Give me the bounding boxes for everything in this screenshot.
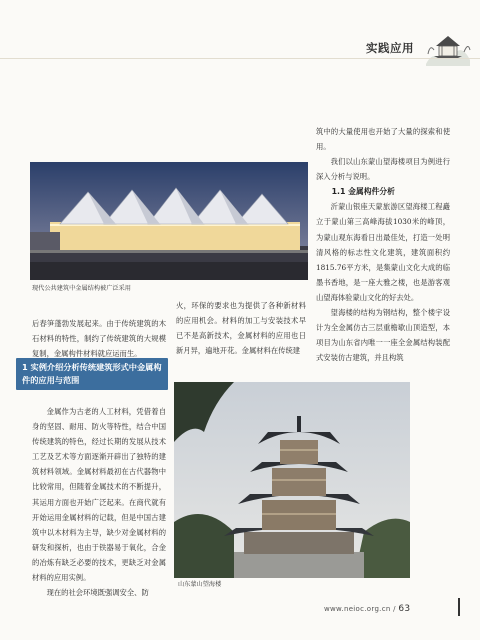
left-paragraph-2: 现在的社会环境既强调安全、防 xyxy=(46,588,149,598)
right-paragraph-4: 望海楼的结构为钢结构，整个楼宇设计为全金属仿古三层重檐歇山顶造型，本项目为山东省内唯一一座全金属结构装配式安装仿古建筑，并且构筑 xyxy=(316,308,450,363)
right-column xyxy=(316,124,450,365)
pavilion-ink-illustration-icon xyxy=(422,24,474,68)
photo1-caption: 现代公共建筑中金属结构被广泛采用 xyxy=(32,285,131,292)
section-heading-text: 1 实例介绍分析传统建筑形式中金属构件的应用与范围 xyxy=(22,362,162,385)
footer-separator: / xyxy=(393,605,399,613)
modern-building-photo xyxy=(30,162,308,280)
footer-url[interactable]: www.neioc.org.cn xyxy=(324,605,391,613)
right-paragraph-2: 我们以山东蒙山望海楼项目为例进行深入分析与说明。 xyxy=(316,157,450,182)
section-heading-box xyxy=(16,358,168,390)
left-paragraph-1: 金属作为古老的人工材料，凭借着自身的坚固、耐用、防火等特性，结合中国传统建筑的特色，经过长期的发展从技术工艺及艺术等方面逐渐开辟出了独特的建筑材料领域。金属材料最初在古代器物中比较常用，但随着金属技术的不断提升，其运用方面也开始广泛起来。在商代就有开始运用金属材料的记载，但是中国古建筑中以木材料为主导，缺少对金属材料的研发和探析，也由于铁器易于氧化，合金的冶炼有缺乏必要的技术，更缺乏对金属材料的应用实例。 xyxy=(32,407,166,583)
header-rule xyxy=(0,58,480,59)
page-footer xyxy=(324,604,410,614)
wanghai-tower-photo xyxy=(174,382,410,578)
photo2-caption: 山东蒙山望海楼 xyxy=(178,581,222,588)
subheading-1-1: 1.1 金属构件分析 xyxy=(331,187,395,197)
middle-column-top-text: 火，环保的要求也为提供了各种新材料的应用机会。材料的加工与安装技术早已不是高新技术，金属材料的应用也日新月异，遍地开花。金属材料在传统建 xyxy=(176,301,306,356)
left-column-body xyxy=(32,404,166,600)
right-paragraph-3: 沂蒙山银座天蒙旅游区望海楼工程矗立于蒙山第三高峰海拔1030米的峰顶，为蒙山观东海看日出最佳处，打造一处明清风格的标志性文化建筑，建筑面积约1815.76平方米，是集蒙山文化大成的临墨书香地，是一座大雅之楼，也是游客观山望海体验蒙山文化的好去处。 xyxy=(316,202,450,302)
section-title: 实践应用 xyxy=(366,41,414,55)
left-column-top-text: 后春笋蓬勃发展起来。由于传统建筑的木石材料的特性，制约了传统建筑的大规模复制，金属构件材料就应运而生。 xyxy=(32,319,166,359)
right-paragraph-1: 筑中的大量使用也开始了大量的探索和使用。 xyxy=(316,127,450,152)
page-number: 63 xyxy=(398,604,411,614)
footer-bar xyxy=(458,598,460,616)
